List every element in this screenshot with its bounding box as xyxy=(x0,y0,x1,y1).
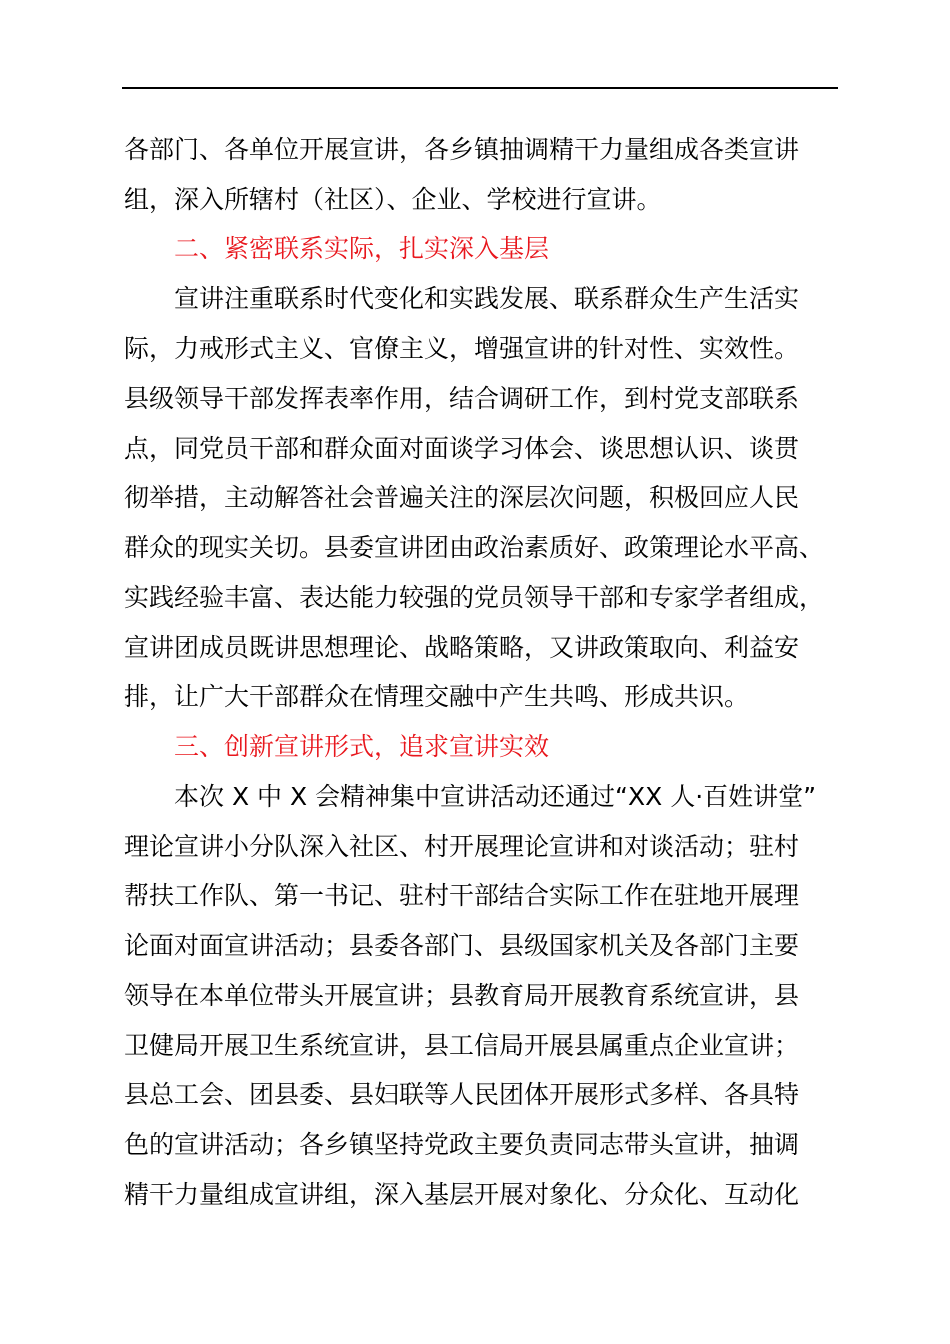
section-heading-2: 二、紧密联系实际，扎实深入基层 xyxy=(174,234,550,263)
paragraph-line: 领导在本单位带头开展宣讲；县教育局开展教育系统宣讲，县 xyxy=(124,981,800,1010)
paragraph-line: 论面对面宣讲活动；县委各部门、县级国家机关及各部门主要 xyxy=(124,931,800,960)
paragraph-line: 县总工会、团县委、县妇联等人民团体开展形式多样、各具特 xyxy=(124,1080,800,1109)
paragraph-line: 排，让广大干部群众在情理交融中产生共鸣、形成共识。 xyxy=(124,682,750,711)
paragraph-line: 县级领导干部发挥表率作用，结合调研工作，到村党支部联系 xyxy=(124,384,800,413)
section-heading-3: 三、创新宣讲形式，追求宣讲实效 xyxy=(174,732,550,761)
paragraph-line: 各部门、各单位开展宣讲，各乡镇抽调精干力量组成各类宣讲 xyxy=(124,135,800,164)
paragraph-line: 宣讲团成员既讲思想理论、战略策略，又讲政策取向、利益安 xyxy=(124,633,800,662)
header-rule xyxy=(122,87,838,89)
paragraph-line: 卫健局开展卫生系统宣讲，县工信局开展县属重点企业宣讲； xyxy=(124,1031,800,1060)
paragraph-line: 色的宣讲活动；各乡镇坚持党政主要负责同志带头宣讲，抽调 xyxy=(124,1130,800,1159)
paragraph-line: 实践经验丰富、表达能力较强的党员领导干部和专家学者组成， xyxy=(124,583,825,612)
paragraph-line: 理论宣讲小分队深入社区、村开展理论宣讲和对谈活动；驻村 xyxy=(124,832,800,861)
paragraph-line: 宣讲注重联系时代变化和实践发展、联系群众生产生活实 xyxy=(174,284,800,313)
paragraph-line: 组，深入所辖村（社区）、企业、学校进行宣讲。 xyxy=(124,185,662,214)
paragraph-line: 际，力戒形式主义、官僚主义，增强宣讲的针对性、实效性。 xyxy=(124,334,800,363)
paragraph-line: 精干力量组成宣讲组，深入基层开展对象化、分众化、互动化 xyxy=(124,1180,800,1209)
paragraph-line: 帮扶工作队、第一书记、驻村干部结合实际工作在驻地开展理 xyxy=(124,881,800,910)
paragraph-line: 点，同党员干部和群众面对面谈学习体会、谈思想认识、谈贯 xyxy=(124,434,800,463)
paragraph-line: 群众的现实关切。县委宣讲团由政治素质好、政策理论水平高、 xyxy=(124,533,825,562)
paragraph-line: 本次 X 中 X 会精神集中宣讲活动还通过“XX 人·百姓讲堂” xyxy=(174,782,817,811)
paragraph-line: 彻举措，主动解答社会普遍关注的深层次问题，积极回应人民 xyxy=(124,483,800,512)
